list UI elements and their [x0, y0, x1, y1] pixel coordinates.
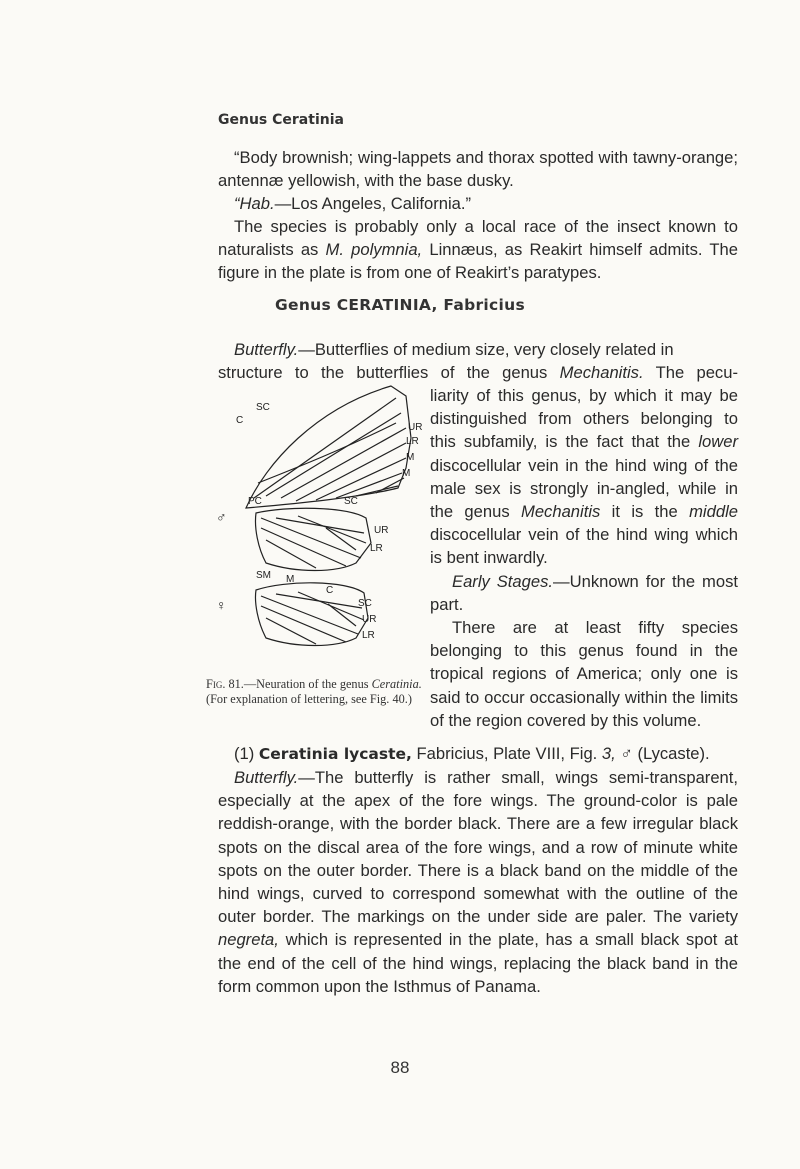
habitat-line [218, 192, 738, 215]
quote-text: “Body brownish; wing-lappets and thorax spotted with tawny-orange; antennæ yellowish, with the base dusky. [218, 148, 738, 191]
butterfly-line-2-end: The pecu- [643, 363, 738, 382]
caption-rest: (For explanation of lettering, see Fig. 40.) [206, 692, 412, 706]
species-name: M. polymnia, [325, 240, 423, 260]
lower-emphasis: lower [698, 432, 738, 452]
peculiarity-text-mid2: it is the [600, 502, 690, 522]
label-m1: M [286, 574, 295, 585]
running-head: Genus Ceratinia [218, 112, 344, 128]
species-note-paragraph [218, 215, 738, 285]
caption-text: —Neuration of the genus [243, 677, 372, 691]
species-count-paragraph: There are at least fifty species belonging to this genus found in the tropical regions of America; only one is said to occur occasionally within the limits of the region covered by this volume. [430, 618, 738, 730]
male-symbol: ♂ [216, 509, 227, 525]
species-sex: ♂ [615, 744, 633, 763]
habitat-label: “Hab. [234, 194, 275, 213]
early-stages-paragraph [430, 570, 738, 616]
butterfly-label: Butterfly. [234, 340, 299, 359]
caption-label: Fig. 81. [206, 677, 244, 691]
species-fig-number: 3, [601, 744, 616, 763]
species-butterfly-label: Butterfly. [234, 768, 299, 787]
species-common-name: (Lycaste). [632, 744, 710, 763]
label-c-top: C [236, 415, 244, 426]
label-lr-mid: LR [370, 543, 383, 554]
genus-heading: Genus CERATINIA, Fabricius [274, 296, 526, 314]
species-name-bold: Ceratinia lycaste, [258, 745, 412, 763]
page-number: 88 [390, 1058, 410, 1077]
species-description [218, 766, 738, 998]
label-lr: LR [406, 436, 419, 447]
butterfly-line-1 [218, 338, 738, 361]
early-stages-text: —Unknown for the most part. [430, 571, 738, 614]
label-sc-mid: SC [344, 496, 358, 507]
species-description-text: —The butterfly is rather small, wings semi-transparent, especially at the apex of the fore wings. The ground-color is pale reddish-orange, with the border black. There are a few irregular black spots on the discal area of the fore wings, and a row of minute white spots on the outer border. There is a black band on the middle of the hind wings, curved to correspond somewhat with the outline of the outer border. The markings on the under side are paler. The variety [218, 768, 738, 927]
species-heading [218, 742, 738, 766]
early-stages-label: Early Stages. [452, 571, 554, 591]
variety-name: negreta, [218, 930, 279, 950]
genus-peculiarity-paragraph [430, 384, 738, 570]
species-authority: Fabricius, Plate VIII, Fig. [411, 744, 602, 763]
label-ur: UR [408, 422, 423, 433]
caption-genus: Ceratinia. [371, 677, 422, 691]
species-note-text-end: Linnæus, as Reakirt himself admits. The figure in the plate is from one of Reakirt’s paratypes. [218, 240, 738, 283]
label-lr-low: LR [362, 630, 375, 641]
wrapped-column [430, 384, 738, 732]
label-m2: M [402, 468, 411, 479]
genus-mechanitis-2: Mechanitis [521, 502, 601, 522]
species-note-text: The species is probably only a local race of the insect known to naturalists as [218, 217, 738, 260]
peculiarity-text-end: discocellular vein of the hind wing which is bent inwardly. [430, 525, 738, 568]
middle-emphasis: middle [689, 502, 738, 522]
figure-caption [206, 677, 432, 707]
neuration-figure [206, 368, 428, 668]
label-m: M [406, 452, 415, 463]
habitat-text: —Los Angeles, California.” [274, 194, 472, 213]
label-pc: PC [248, 496, 262, 507]
butterfly-line-2-text: structure to the butterflies of the genus [218, 363, 560, 382]
species-number: (1) [234, 744, 255, 763]
butterfly-line-1-text: —Butterflies of medium size, very closely related in [298, 340, 674, 359]
label-ur-mid: UR [374, 525, 389, 536]
female-symbol: ♀ [216, 597, 227, 613]
peculiarity-text-mid: discocellular vein in the hind wing of the male sex is strongly in-angled, while in the genus [430, 455, 738, 522]
label-sm: SM [256, 570, 271, 581]
species-description-end: which is represented in the plate, has a small black spot at the end of the cell of the hind wings, replacing the black band in the form common upon the Isthmus of Panama. [218, 930, 738, 996]
label-sc-low: SC [358, 598, 372, 609]
quote-paragraph [218, 146, 738, 192]
peculiarity-text: liarity of this genus, by which it may be distinguished from others belonging to this subfamily, is the fact that the [430, 386, 738, 452]
label-ur-low: UR [362, 614, 377, 625]
genus-mechanitis: Mechanitis. [559, 363, 644, 382]
label-c-low: C [326, 585, 334, 596]
label-sc1: SC [256, 402, 270, 413]
